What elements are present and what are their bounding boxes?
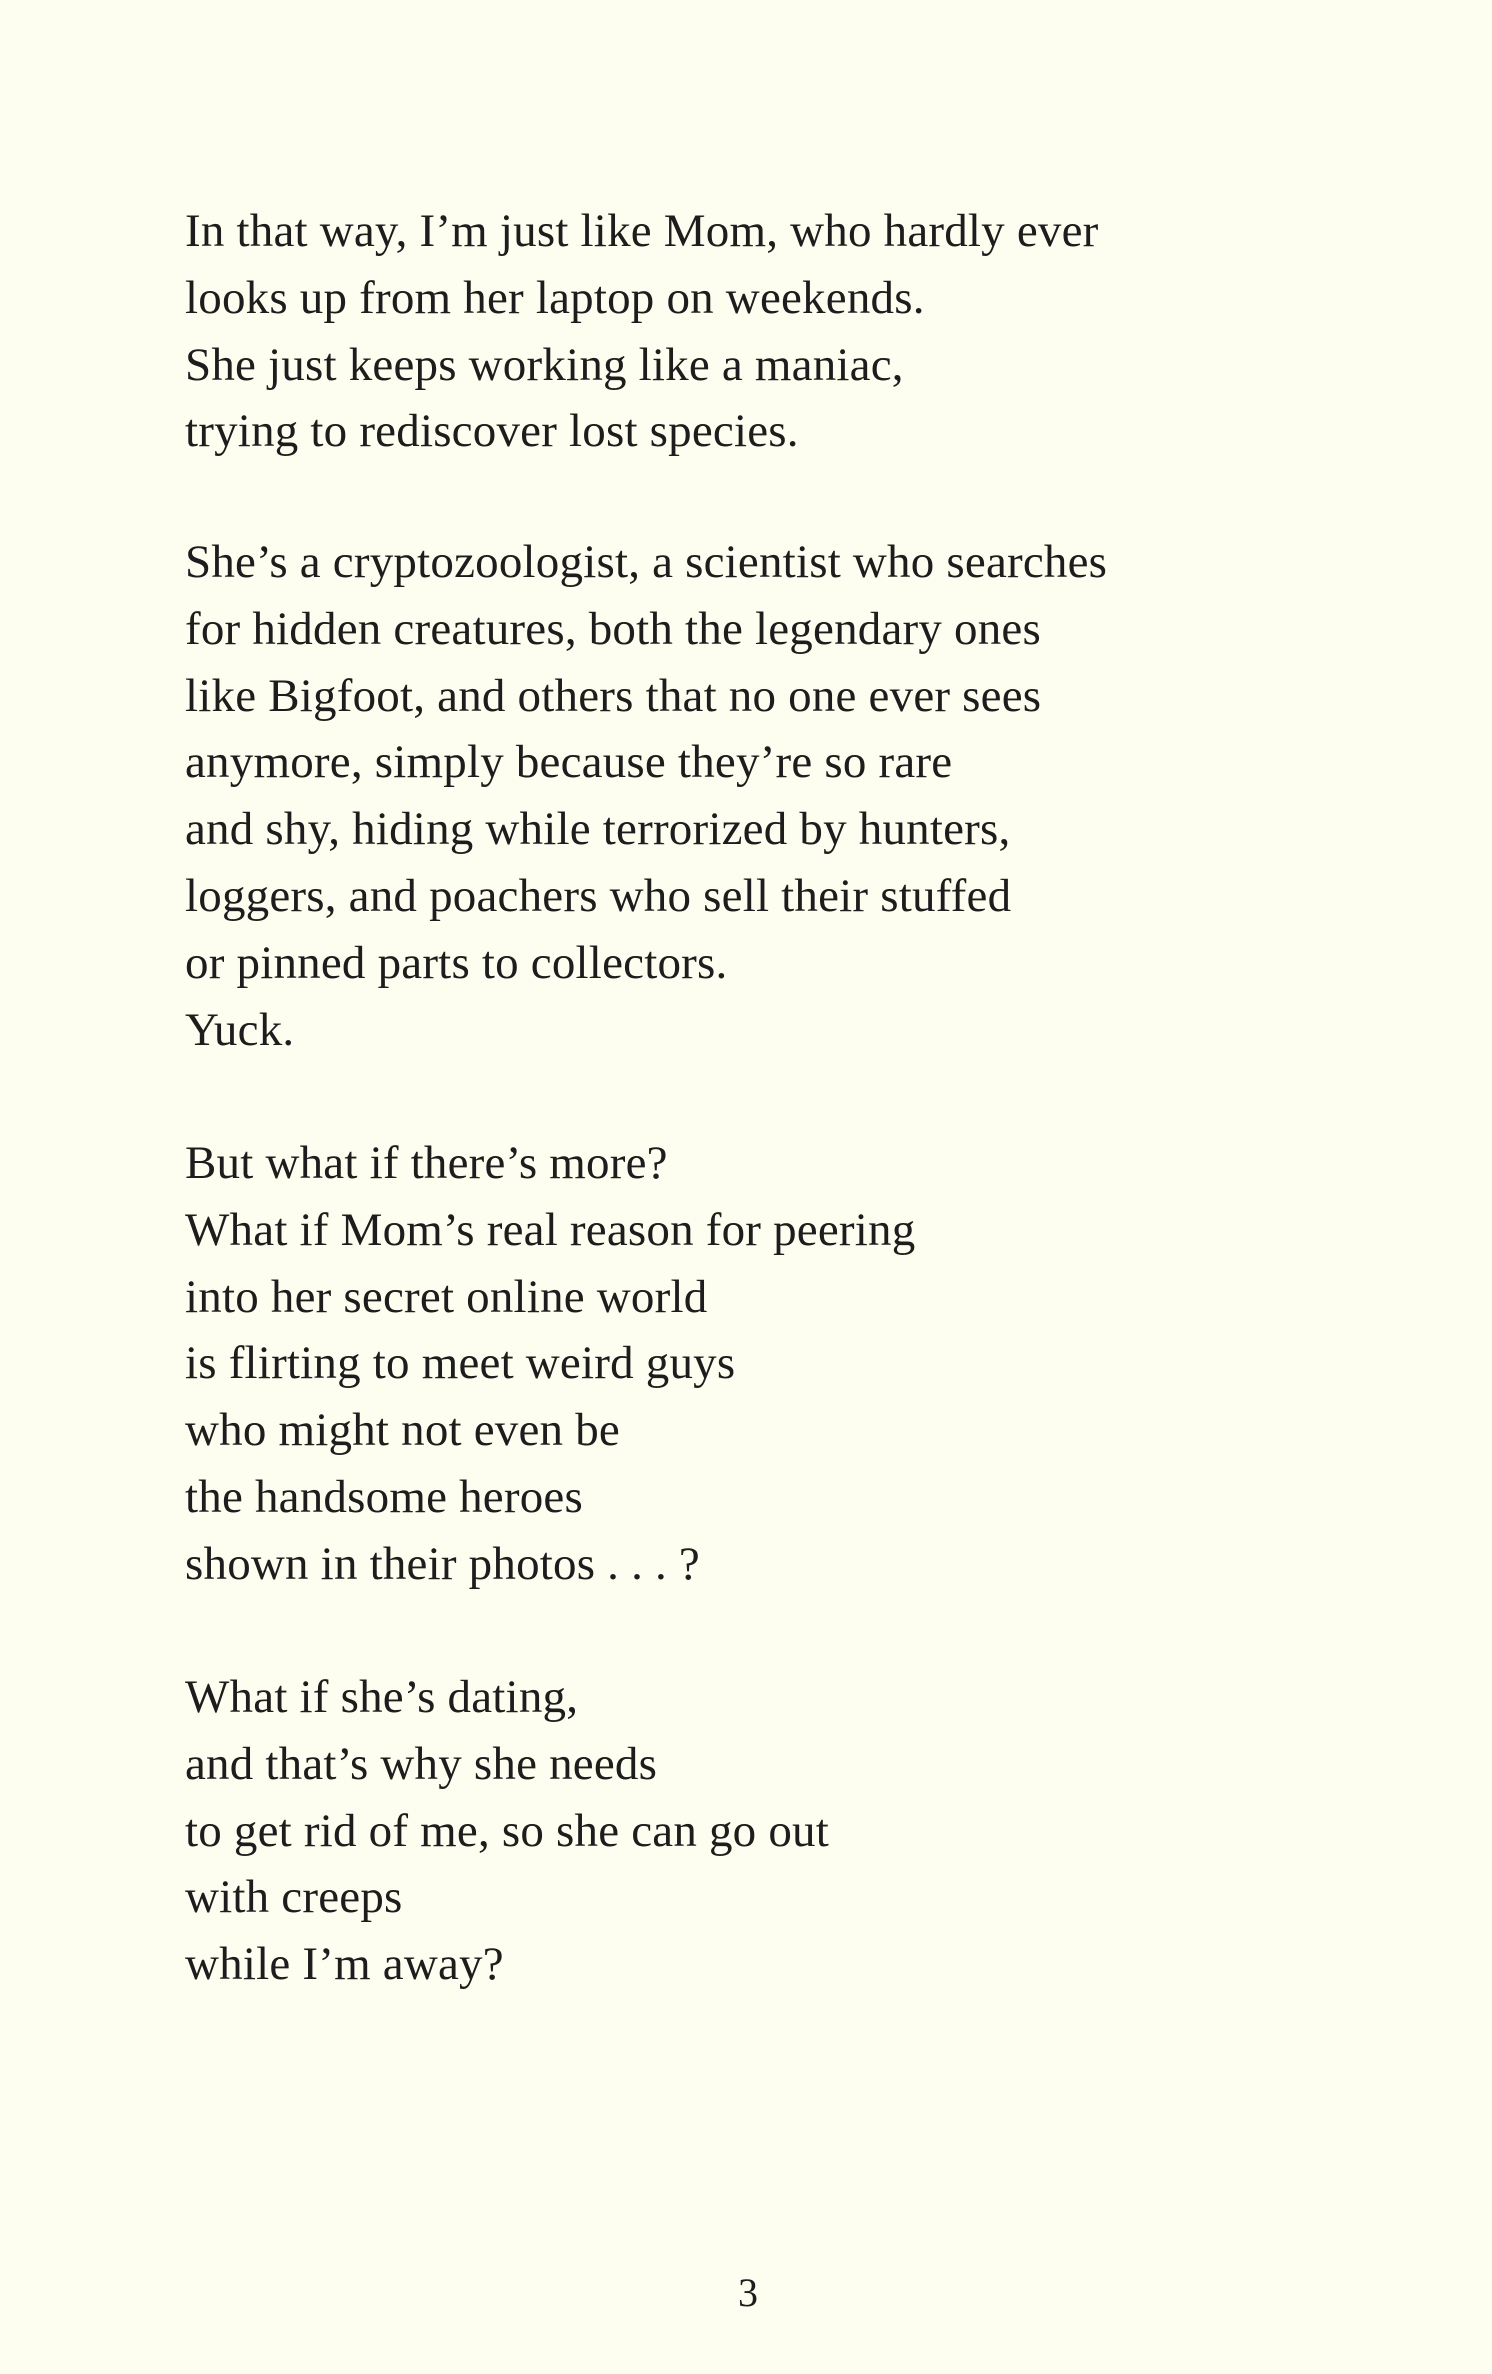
- stanza: [185, 529, 1107, 1063]
- poem-line: and that’s why she needs: [185, 1737, 658, 1790]
- stanza: [185, 198, 1099, 465]
- poem-line: She just keeps working like a maniac,: [185, 338, 904, 391]
- poem-line: What if she’s dating,: [185, 1671, 579, 1723]
- stanza: [185, 1130, 915, 1598]
- poem-line: She’s a cryptozoologist, a scientist who searches: [185, 536, 1108, 588]
- poem-line: who might not even be: [185, 1404, 620, 1457]
- poem-line: into her secret online world: [185, 1270, 708, 1323]
- poem-line: What if Mom’s real reason for peering: [185, 1203, 916, 1256]
- poem-line: to get rid of me, so she can go out: [185, 1804, 829, 1857]
- poem-line: for hidden creatures, both the legendary ones: [185, 602, 1041, 655]
- poem-line: trying to rediscover lost species.: [185, 405, 799, 458]
- poem-line: shown in their photos . . . ?: [185, 1537, 700, 1590]
- page-number: 3: [738, 2270, 758, 2315]
- poem-line: In that way, I’m just like Mom, who hardly ever: [185, 205, 1099, 257]
- poem-line: the handsome heroes: [185, 1470, 583, 1523]
- poem-line: is flirting to meet weird guys: [185, 1337, 736, 1390]
- poem-line: like Bigfoot, and others that no one ever sees: [185, 669, 1042, 722]
- poem-line: But what if there’s more?: [185, 1137, 668, 1189]
- poem-line: or pinned parts to collectors.: [185, 936, 728, 989]
- poem-line: Yuck.: [185, 1003, 295, 1056]
- poem-line: while I’m away?: [185, 1938, 504, 1991]
- poem-line: anymore, simply because they’re so rare: [185, 736, 953, 789]
- poem-line: loggers, and poachers who sell their stuffed: [185, 869, 1012, 922]
- stanza: [185, 1664, 829, 1998]
- poem-line: looks up from her laptop on weekends.: [185, 271, 925, 324]
- poem-line: and shy, hiding while terrorized by hunters,: [185, 803, 1011, 856]
- poem-line: with creeps: [185, 1871, 403, 1924]
